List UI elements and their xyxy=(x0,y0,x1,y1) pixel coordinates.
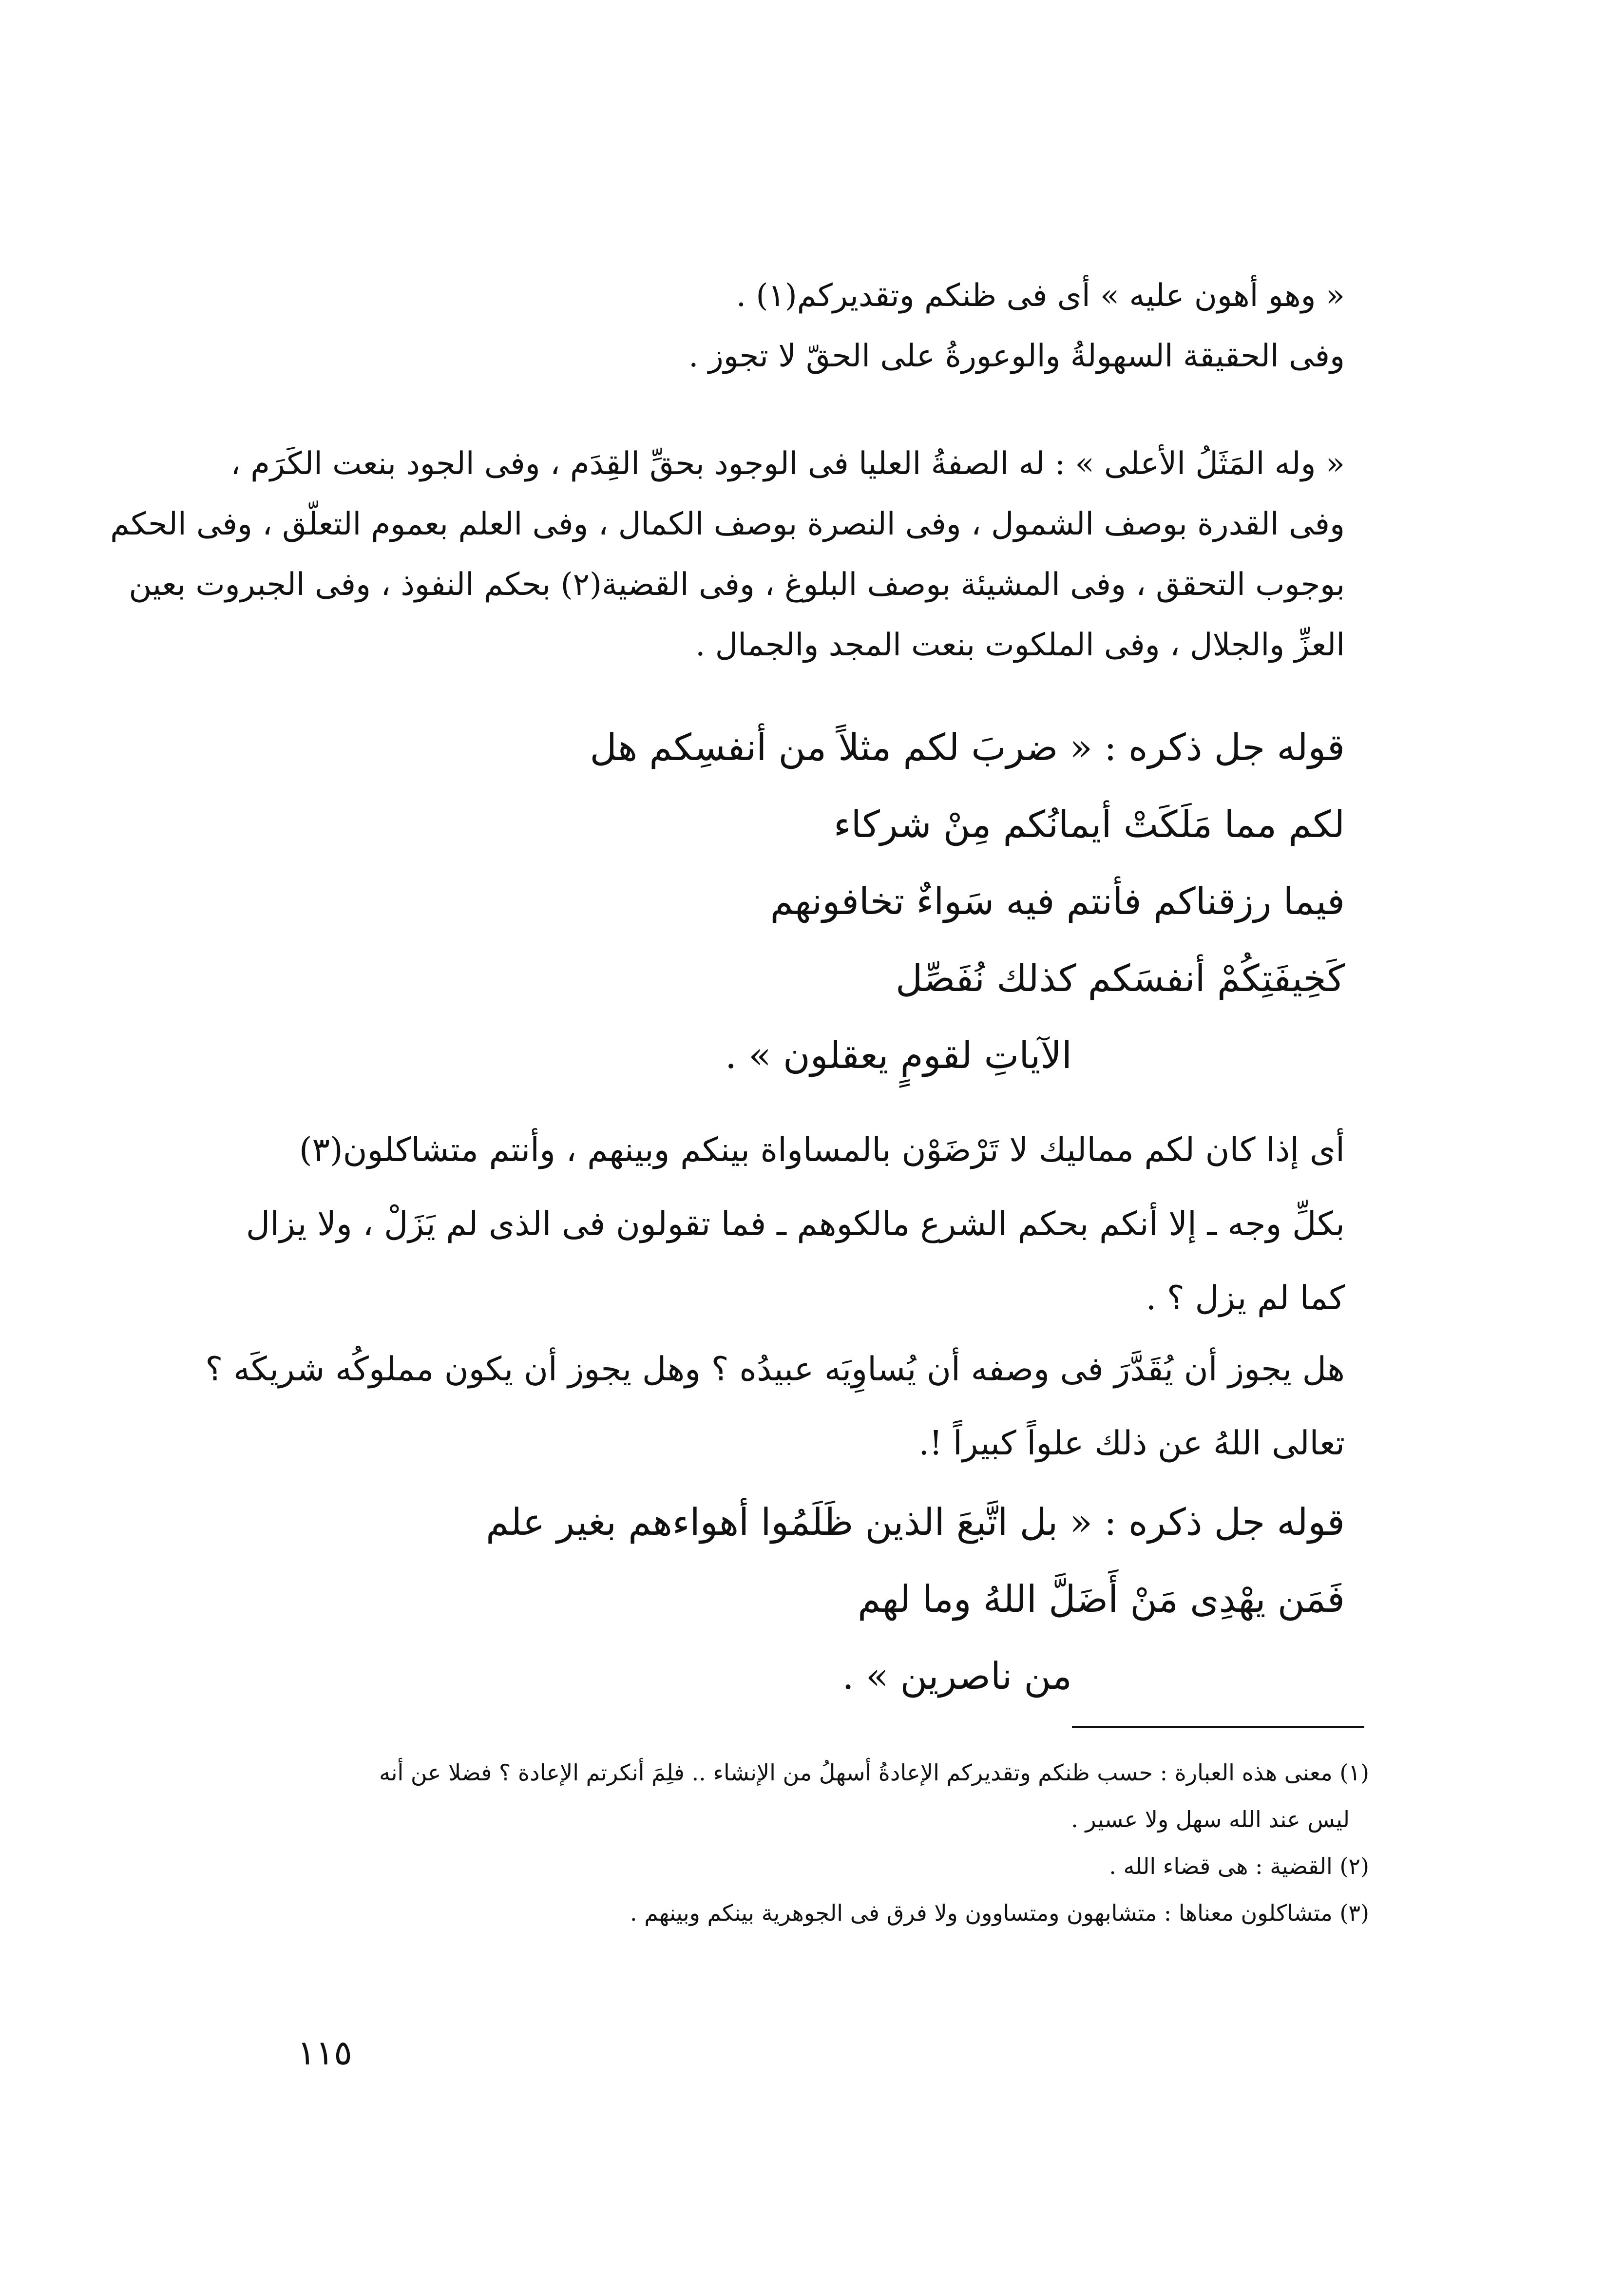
footnote-divider xyxy=(1072,1726,1364,1728)
footnote-line: (١) معنى هذه العبارة : حسب ظنكم وتقديركم الإعادةُ أسهلُ من الإنشاء .. فلِمَ أنكرتم الإعادة ؟ فضلا عن أنه xyxy=(379,1759,1369,1786)
text-line: العزِّ والجلال ، وفى الملكوت بنعت المجد والجمال . xyxy=(695,627,1345,663)
verse-line: من ناصرين » . xyxy=(842,1654,1072,1698)
footnote-line: (٣) متشاكلون معناها : متشابهون ومتساوون ولا فرق فى الجوهرية بينكم وبينهم . xyxy=(630,1900,1369,1926)
page-number: ١١٥ xyxy=(297,2033,352,2073)
text-line: تعالى اللهُ عن ذلك علواً كبيراً !. xyxy=(918,1424,1345,1463)
verse-line: فيما رزقناكم فأنتم فيه سَواءٌ تخافونهم xyxy=(770,879,1345,923)
commentary-block xyxy=(205,1333,1345,1481)
verse-line: الآياتِ لقومٍ يعقلون » . xyxy=(725,1033,1072,1077)
text-line: « وله المَثَلُ الأعلى » : له الصفةُ العليا فى الوجود بحقِّ القِدَم ، وفى الجود بنعت الكَرَم ، xyxy=(230,446,1345,482)
verse-line: قوله جل ذكره : « بل اتَّبعَ الذين ظَلَمُوا أهواءهم بغير علم xyxy=(486,1500,1345,1544)
verse-line: قوله جل ذكره : « ضربَ لكم مثلاً من أنفسِكم هل xyxy=(590,725,1345,769)
commentary-block xyxy=(246,1113,1345,1336)
commentary-block xyxy=(110,434,1345,675)
text-line: بوجوب التحقق ، وفى المشيئة بوصف البلوغ ، وفى القضية(٢) بحكم النفوذ ، وفى الجبروت بعين xyxy=(129,567,1345,603)
verse-line: فَمَن يهْدِى مَنْ أَضَلَّ اللهُ وما لهم xyxy=(858,1577,1345,1621)
quran-verse-block xyxy=(273,709,1345,1094)
footnote-line: ليس عند الله سهل ولا عسير . xyxy=(1071,1806,1350,1833)
quran-verse-block xyxy=(273,1484,1345,1715)
commentary-block xyxy=(273,266,1345,386)
text-line: كما لم يزل ؟ . xyxy=(1146,1279,1345,1317)
verse-line: كَخِيفَتِكُمْ أنفسَكم كذلك نُفَصِّل xyxy=(896,956,1345,1000)
text-line: هل يجوز أن يُقَدَّرَ فى وصفه أن يُساوِيَه عبيدُه ؟ وهل يجوز أن يكون مملوكُه شريكَه ؟ xyxy=(205,1350,1345,1389)
text-line: « وهو أهون عليه » أى فى ظنكم وتقديركم(١) . xyxy=(736,278,1345,314)
text-line: وفى الحقيقة السهولةُ والوعورةُ على الحقّ لا تجوز . xyxy=(688,338,1345,374)
text-line: وفى القدرة بوصف الشمول ، وفى النصرة بوصف الكمال ، وفى العلم بعموم التعلّق ، وفى الحكم xyxy=(110,506,1345,542)
text-line: أى إذا كان لكم مماليك لا تَرْضَوْن بالمساواة بينكم وبينهم ، وأنتم متشاكلون(٣) xyxy=(299,1131,1345,1169)
footnotes xyxy=(273,1749,1369,1936)
text-line: بكلِّ وجه ـ إلا أنكم بحكم الشرع مالكوهم ـ فما تقولون فى الذى لم يَزَلْ ، ولا يزال xyxy=(246,1205,1345,1243)
verse-line: لكم مما مَلَكَتْ أيمانُكم مِنْ شركاء xyxy=(833,802,1345,846)
footnote-line: (٢) القضية : هى قضاء الله . xyxy=(1109,1853,1369,1879)
